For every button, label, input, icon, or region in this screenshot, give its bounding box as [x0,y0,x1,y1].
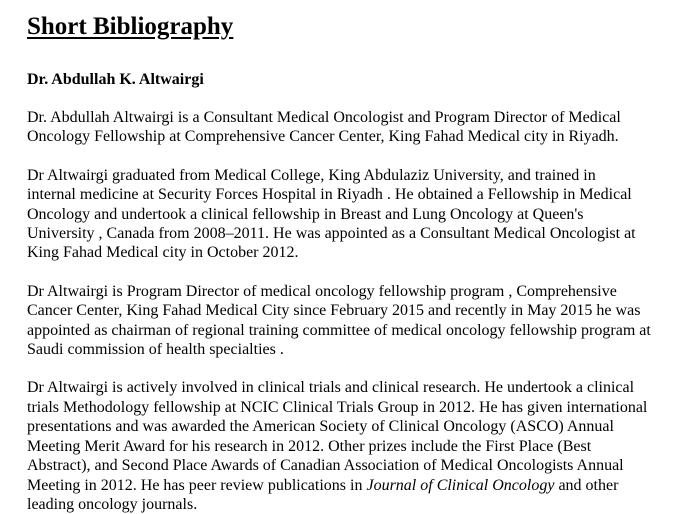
paragraph-education-training: Dr Altwairgi graduated from Medical College, King Abdulaziz University, and trained in internal medicine at Security Forces Hospital in Riyadh . He obtained a Fellowship in Medical Oncology and undertook a clinical fellowship in Breast and Lung Oncology at Queen's University , Canada from 2008–2011. He was appointed as a Consultant Medical Oncologist at King Fahad Medical city in October 2012. [27,166,636,262]
bibliography-page [27,0,695,514]
research-text-start: Dr Altwairgi is actively involved in clinical trials and clinical research. He undertook a clinical trials Methodology fellowship at NCIC Clinical Trials Group in 2012. He has given international presentations and was awarded the American Society of Clinical Oncology (ASCO) Annual Meeting Merit Award for his research in 2012. Other prizes include the First Place (Best Abstract), and Second Place Awards of Canadian Association of Medical Oncologists Annual Meeting in 2012. He has peer review publications in [27,379,648,494]
page-title: Short Bibliography [27,13,234,40]
paragraph-research-awards [27,378,695,514]
paragraph-current-position: Dr. Abdullah Altwairgi is a Consultant Medical Oncologist and Program Director of Medical Oncology Fellowship at Comprehensive Cancer Center, King Fahad Medical city in Riyadh. [27,109,621,146]
research-text-end: and other leading oncology journals. [27,476,619,513]
author-name: Dr. Abdullah K. Altwairgi [27,71,204,88]
paragraph-program-director: Dr Altwairgi is Program Director of medical oncology fellowship program , Comprehensive Cancer Center, King Fahad Medical City since February 2015 and recently in May 2015 he was appointed as chairman of regional training committee of medical oncology fellowship program at Saudi commission of health specialties . [27,282,651,359]
journal-name: Journal of Clinical Oncology [366,476,555,494]
